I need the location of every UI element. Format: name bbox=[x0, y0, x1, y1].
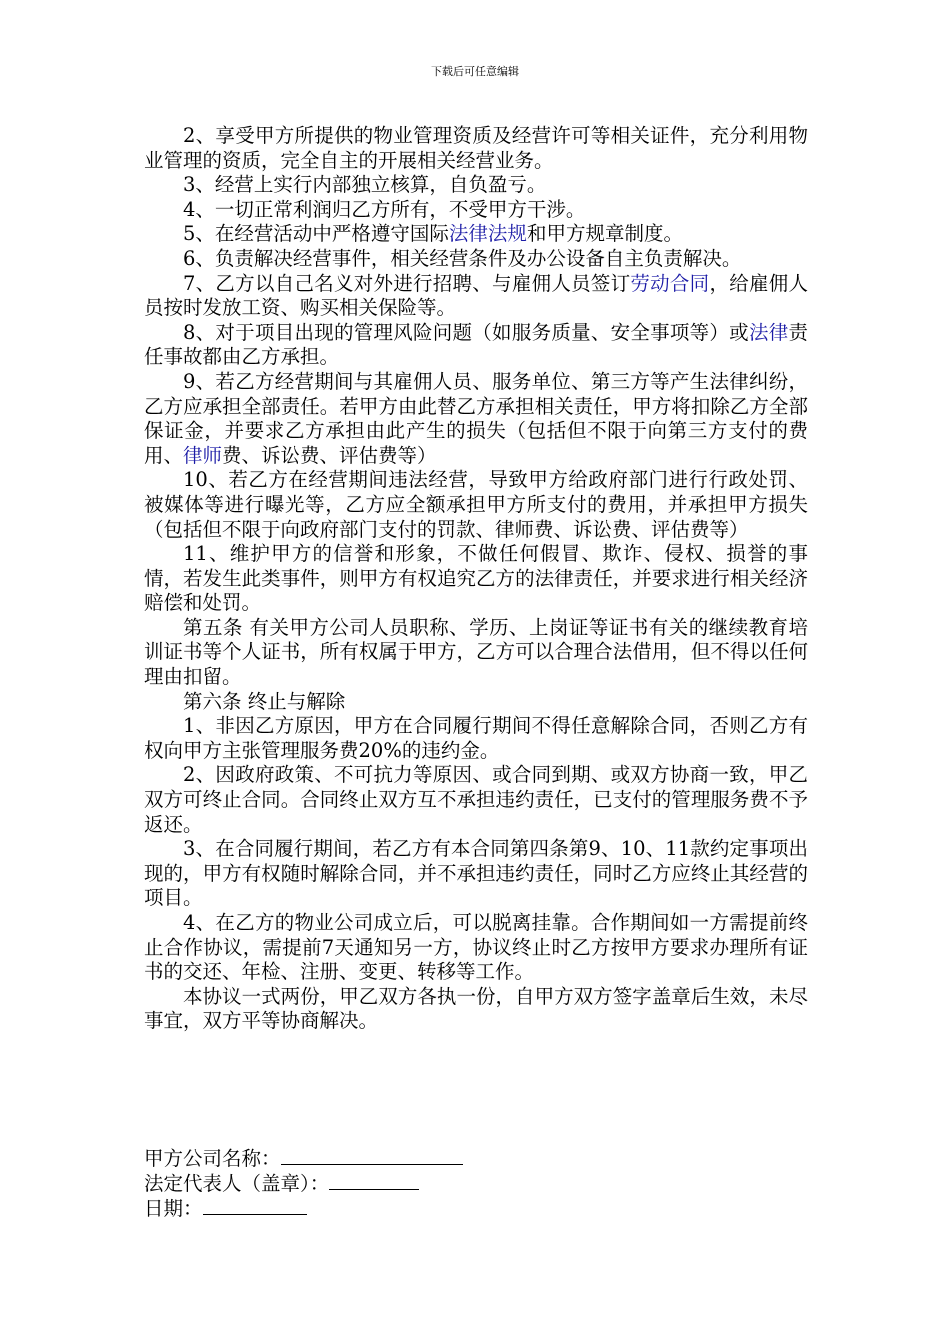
paragraph-text: 2、因政府政策、不可抗力等原因、或合同到期、或双方协商一致，甲乙双方可终止合同。合同终止双方互不承担违约责任，已支付的管理服务费不予返还。 bbox=[144, 763, 808, 836]
company-name-line bbox=[144, 1146, 744, 1171]
paragraph-text: 和甲方规章制度。 bbox=[526, 222, 683, 246]
paragraph-text: 费、诉讼费、评估费等） bbox=[222, 443, 437, 467]
contract-paragraph bbox=[144, 837, 808, 911]
paragraph-text: 9、若乙方经营期间与其雇佣人员、服务单位、第三方等产生法律纠纷，乙方应承担全部责任。若甲方由此替乙方承担相关责任，甲方将扣除乙方全部保证金，并要求乙方承担由此产生的损失（包括但不限于向第三方支付的费用、 bbox=[144, 369, 808, 467]
paragraph-text: 6、负责解决经营事件，相关经营条件及办公设备自主负责解决。 bbox=[183, 246, 742, 270]
paragraph-text: 1、非因乙方原因，甲方在合同履行期间不得任意解除合同，否则乙方有权向甲方主张管理服务费20%的违约金。 bbox=[144, 714, 808, 762]
contract-paragraph bbox=[144, 690, 808, 715]
contract-paragraph bbox=[144, 173, 808, 198]
paragraph-text: 3、在合同履行期间，若乙方有本合同第四条第9、10、11款约定事项出现的，甲方有权随时解除合同，并不承担违约责任，同时乙方应终止其经营的项目。 bbox=[144, 837, 808, 910]
company-name-blank[interactable] bbox=[281, 1146, 463, 1165]
contract-paragraph bbox=[144, 763, 808, 837]
signature-block bbox=[144, 1146, 744, 1221]
contract-paragraph bbox=[144, 222, 808, 247]
date-blank[interactable] bbox=[203, 1196, 307, 1215]
paragraph-text: 3、经营上实行内部独立核算，自负盈亏。 bbox=[183, 173, 547, 197]
contract-paragraph bbox=[144, 985, 808, 1034]
contract-paragraph bbox=[144, 272, 808, 321]
paragraph-text: 10、若乙方在经营期间违法经营，导致甲方给政府部门进行行政处罚、被媒体等进行曝光等，乙方应全额承担甲方所支付的费用，并承担甲方损失（包括但不限于向政府部门支付的罚款、律师费、诉讼费、评估费等） bbox=[144, 468, 808, 541]
paragraph-text: 5、在经营活动中严格遵守国际 bbox=[183, 222, 449, 246]
representative-blank[interactable] bbox=[329, 1171, 419, 1190]
paragraph-text: 第六条 终止与解除 bbox=[183, 689, 346, 713]
contract-paragraph bbox=[144, 468, 808, 542]
company-name-label: 甲方公司名称： bbox=[144, 1147, 281, 1170]
paragraph-text: 第五条 有关甲方公司人员职称、学历、上岗证等证书有关的继续教育培训证书等个人证书，所有权属于甲方，乙方可以合理合法借用，但不得以任何理由扣留。 bbox=[144, 615, 808, 689]
representative-line bbox=[144, 1171, 744, 1196]
contract-paragraph bbox=[144, 247, 808, 272]
page-header: 下载后可任意编辑 bbox=[431, 65, 519, 78]
date-label: 日期： bbox=[144, 1197, 203, 1220]
contract-paragraph bbox=[144, 714, 808, 763]
contract-paragraph bbox=[144, 370, 808, 468]
paragraph-text: 7、乙方以自己名义对外进行招聘、与雇佣人员签订 bbox=[183, 271, 631, 295]
paragraph-text: 4、在乙方的物业公司成立后，可以脱离挂靠。合作期间如一方需提前终止合作协议，需提前7天通知另一方，协议终止时乙方按甲方要求办理所有证书的交还、年检、注册、变更、转移等工作。 bbox=[144, 911, 808, 984]
contract-paragraph bbox=[144, 198, 808, 223]
date-line bbox=[144, 1196, 744, 1221]
legal-term-link[interactable]: 劳动合同 bbox=[630, 271, 710, 295]
legal-term-link[interactable]: 法律法规 bbox=[448, 222, 527, 246]
paragraph-text: ，给雇佣人员按时发放工资、购买相关保险等。 bbox=[144, 271, 808, 320]
contract-body bbox=[144, 124, 808, 1034]
paragraph-text: 责任事故都由乙方承担。 bbox=[144, 320, 808, 369]
paragraph-text: 2、享受甲方所提供的物业管理资质及经营许可等相关证件，充分利用物业管理的资质，完全自主的开展相关经营业务。 bbox=[144, 124, 808, 172]
contract-paragraph bbox=[144, 616, 808, 690]
representative-label: 法定代表人（盖章）： bbox=[144, 1172, 330, 1195]
legal-term-link[interactable]: 律师 bbox=[183, 443, 223, 467]
contract-paragraph bbox=[144, 911, 808, 985]
legal-term-link[interactable]: 法律 bbox=[748, 320, 789, 344]
contract-paragraph bbox=[144, 321, 808, 370]
paragraph-text: 8、对于项目出现的管理风险问题（如服务质量、安全事项等）或 bbox=[183, 320, 749, 344]
contract-paragraph bbox=[144, 124, 808, 173]
paragraph-text: 11、维护甲方的信誉和形象，不做任何假冒、欺诈、侵权、损誉的事情，若发生此类事件，则甲方有权追究乙方的法律责任，并要求进行相关经济赔偿和处罚。 bbox=[144, 542, 808, 615]
contract-paragraph bbox=[144, 542, 808, 616]
paragraph-text: 本协议一式两份，甲乙双方各执一份，自甲方双方签字盖章后生效，未尽事宜，双方平等协商解决。 bbox=[144, 984, 808, 1033]
paragraph-text: 4、一切正常利润归乙方所有，不受甲方干涉。 bbox=[183, 197, 586, 221]
